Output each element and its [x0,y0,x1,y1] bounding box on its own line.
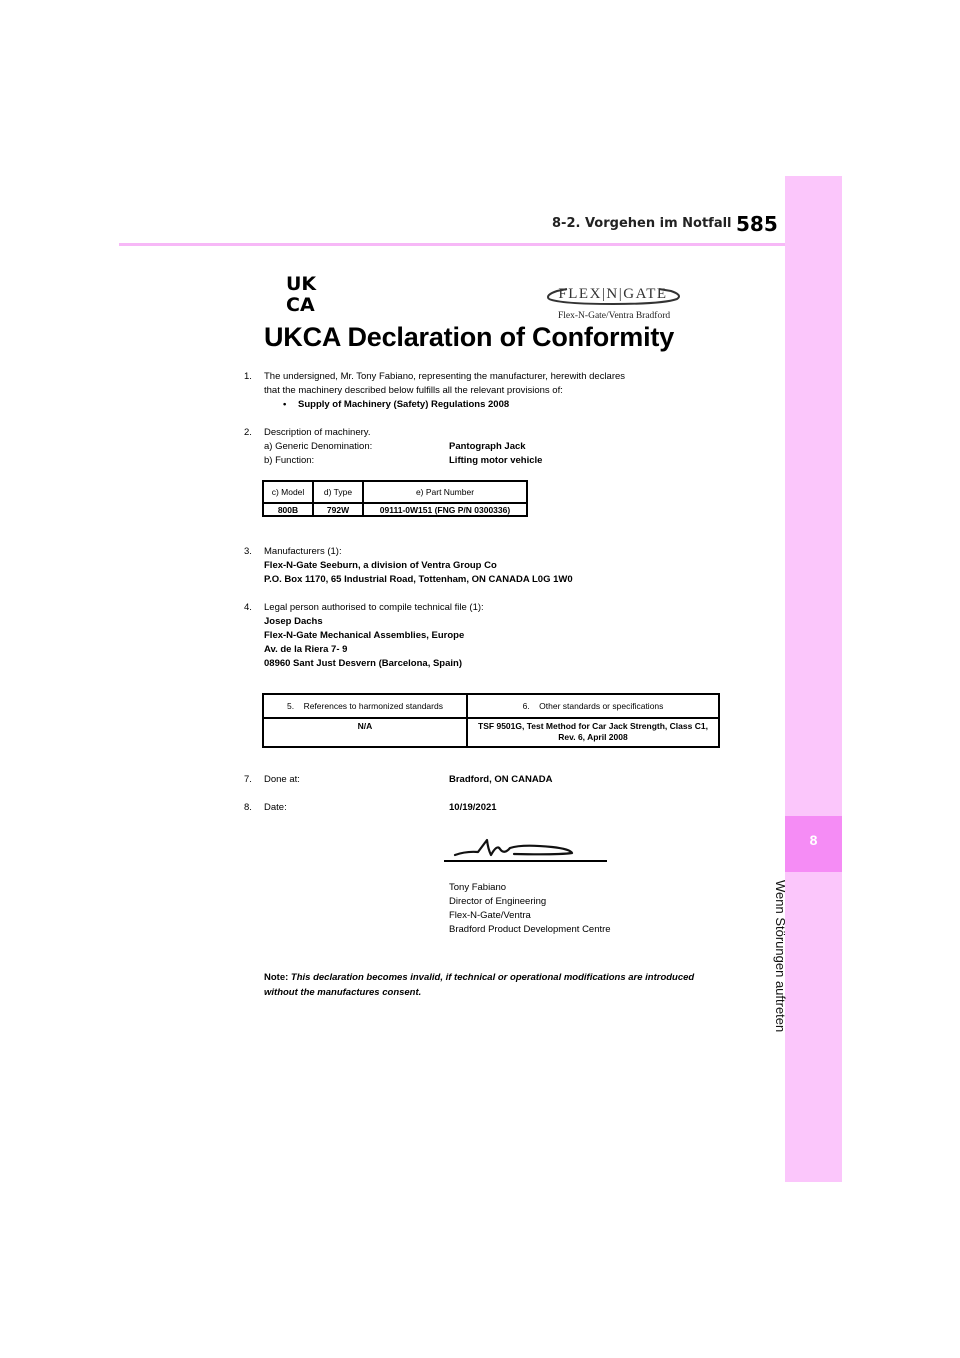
flex-n-gate-wordmark: FLEX|N|GATE [558,286,668,302]
standards-table-row [263,718,719,747]
legal-person-street: Av. de la Riera 7- 9 [264,644,348,655]
item-7-value: Bradford, ON CANADA [449,774,553,785]
item-8-value: 10/19/2021 [449,802,497,813]
note-line1: This declaration becomes invalid, if technical or operational modifications are introduced [290,972,695,983]
item-2-text: Description of machinery. [264,427,371,438]
logo-caption: Flex-N-Gate/Ventra Bradford [558,311,671,321]
ukca-mark-logo [286,272,324,314]
header-divider [119,243,785,246]
signatory-company: Flex-N-Gate/Ventra [449,910,531,921]
chapter-title-text: Wenn Störungen auftreten [773,880,788,1033]
page-number: 585 [736,212,778,236]
item-1-regulation: Supply of Machinery (Safety) Regulations 2008 [298,399,510,410]
standards-table [262,693,720,748]
ukca-mark-line1: UK [286,273,317,295]
chapter-number: 8 [809,832,818,848]
handwritten-signature [452,836,577,862]
item-2b-value: Lifting motor vehicle [449,455,543,466]
item-4-text: Legal person authorised to compile technical file (1): [264,602,484,613]
cell-model: 800B [263,503,313,516]
cell-other-standards [467,718,719,747]
item-7-number: 7. [244,774,252,785]
cell-other-standards-line1: TSF 9501G, Test Method for Car Jack Strength, Class C1, [478,721,708,731]
signature-line [444,860,607,862]
item-4-number: 4. [244,602,252,613]
legal-person-city: 08960 Sant Just Desvern (Barcelona, Spain) [264,658,462,669]
item-2b-label: b) Function: [264,455,315,466]
chapter-title [773,880,806,1070]
manufacturer-name: Flex-N-Gate Seeburn, a division of Ventra Group Co [264,560,497,571]
legal-person-name: Josep Dachs [264,616,323,627]
item-3-text: Manufacturers (1): [264,546,342,557]
item-8-label: Date: [264,802,287,813]
standards-table-header [263,694,719,718]
item-3-number: 3. [244,546,252,557]
bullet-marker: • [283,399,287,410]
note-label: Note: [264,972,289,983]
item-2-number: 2. [244,427,252,438]
item-1-line1: The undersigned, Mr. Tony Fabiano, representing the manufacturer, herewith declares [264,371,626,382]
item-2a-label: a) Generic Denomination: [264,441,373,452]
item-2a-value: Pantograph Jack [449,441,526,452]
signatory-site: Bradford Product Development Centre [449,924,611,935]
flex-n-gate-logo [543,277,683,311]
header-harmonized-standards: 5. References to harmonized standards [263,694,467,718]
item-7-label: Done at: [264,774,300,785]
cell-other-standards-line2: Rev. 6, April 2008 [558,732,628,742]
document-title: UKCA Declaration of Conformity [264,322,675,352]
header-part-number: e) Part Number [363,481,527,503]
legal-person-company: Flex-N-Gate Mechanical Assemblies, Europe [264,630,465,641]
note-line2: without the manufactures consent. [264,987,422,998]
machinery-table-header [263,481,527,503]
machinery-table-row [263,503,527,516]
machinery-table [262,480,528,517]
signatory-name: Tony Fabiano [449,882,507,893]
header-type: d) Type [313,481,363,503]
cell-harmonized-standards: N/A [263,718,467,747]
manufacturer-address: P.O. Box 1170, 65 Industrial Road, Tottenham, ON CANADA L0G 1W0 [264,574,573,585]
item-8-number: 8. [244,802,252,813]
cell-type: 792W [313,503,363,516]
signatory-title: Director of Engineering [449,896,547,907]
cell-part-number: 09111-0W151 (FNG P/N 0300336) [363,503,527,516]
declaration-note [264,970,694,1000]
section-title: 8-2. Vorgehen im Notfall [552,216,732,231]
header-model: c) Model [263,481,313,503]
ukca-mark-line2: CA [286,294,315,314]
item-1-number: 1. [244,371,252,382]
item-1-line2: that the machinery described below fulfills all the relevant provisions of: [264,385,563,396]
header-other-standards: 6. Other standards or specifications [467,694,719,718]
